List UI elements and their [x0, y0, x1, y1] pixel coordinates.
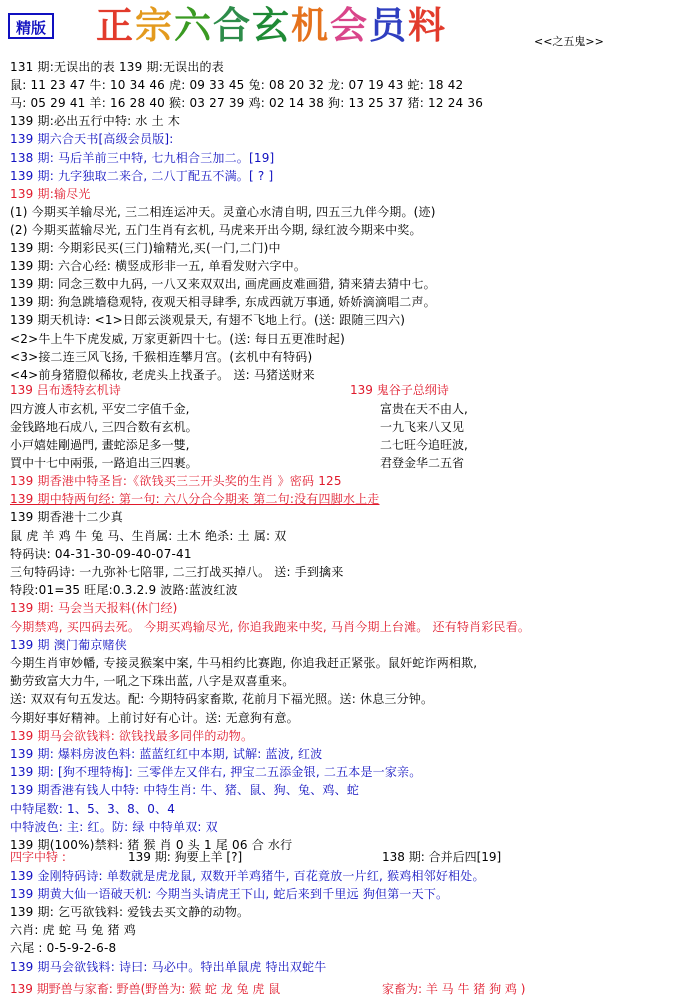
four-char-138: 138 期: 合并后四[19] [382, 850, 502, 864]
poem-right-title: 139 鬼谷子总纲诗 [350, 383, 449, 397]
text-line: 139 期: 六合心经: 横竖成形非一五, 单看发财六字中。 [10, 259, 307, 274]
title-char: 机 [291, 4, 330, 47]
text-line: 139 期 澳门葡京赌侠 [10, 637, 127, 652]
poem-left-line: 買中十七中兩張, 一路追出三四裹。 [10, 456, 198, 470]
title-char: 料 [408, 4, 447, 47]
text-line: 139 期: 九字独取二来合, 二八丁配五不满。[ ? ] [10, 168, 274, 183]
title-char: 宗 [135, 4, 174, 47]
text-line: 鼠 虎 羊 鸡 牛 兔 马、生肖属: 土木 绝杀: 土 属: 双 [10, 528, 287, 543]
poem-row [10, 454, 465, 473]
four-char-row [10, 848, 502, 867]
text-line: 139 期(100%)禁料: 猪 猴 肖 0 头 1 尾 06 合 水行 [10, 838, 293, 852]
poem-row [10, 418, 465, 437]
text-line: 勤劳致富大力牛, 一吼之下珠出蓝, 八字是双喜重来。 [10, 674, 295, 689]
text-line: 今期禁鸡, 买四码去死。 今期买鸡输尽光, 你追我跑来中奖, 马肖今期上台滩。 还有特肖彩民看。 [10, 619, 531, 634]
text-line: 六尾 : 0-5-9-2-6-8 [10, 941, 117, 956]
text-line: 139 期香港有钱人中特: 中特生肖: 牛、猪、鼠、狗、兔、鸡、蛇 [10, 783, 360, 798]
poem-left-line: 小戸嬉娃剛過門, 畫蛇添足多一雙, [10, 438, 190, 452]
text-line: 六肖: 虎 蛇 马 兔 猪 鸡 [10, 923, 136, 938]
author-tag: <<之五鬼>> [534, 35, 604, 48]
text-line: 送: 双双有句五发达。配: 今期特码家畜欺, 花前月下福光照。送: 休息三分钟。 [10, 692, 434, 707]
text-line: 马: 05 29 41 羊: 16 28 40 猴: 03 27 39 鸡: 02 14 38 狗: 13 25 37 猪: 12 24 36 [10, 96, 484, 111]
poem-right-line: 富贵在天不由人, [380, 402, 468, 416]
title-char: 六 [174, 4, 213, 47]
text-line: 139 金刚特码诗: 单数就是虎龙鼠, 双数开羊鸡猪牛, 百花竟放一片红, 猴鸡相邻好相处。 [10, 869, 485, 883]
text-line: 139 期: 爆料房波色料: 蓝蓝红红中本期, 试解: 蓝波, 红波 [10, 747, 323, 761]
text-line: 三句特码诗: 一九弥补七陪罪, 二三打战买掉八。 送: 手到擒来 [10, 565, 344, 579]
edition-badge: 精版 [8, 13, 54, 39]
title-char: 玄 [252, 4, 291, 47]
four-char-139: 139 期: 狗要上羊 [?] [128, 850, 243, 864]
text-line: 139 期:必出五行中特: 水 土 木 [10, 114, 181, 129]
beasts-domestic: 家畜为: 羊 马 牛 猪 狗 鸡 ) [382, 982, 526, 996]
text-line: 139 期: 乞丐欲钱料: 爱钱去买文静的动物。 [10, 905, 250, 920]
text-line: 今期好事好精神。上前讨好有心计。送: 无意狗有意。 [10, 710, 299, 725]
title-char: 会 [330, 4, 369, 47]
text-line: (2) 今期买蓝输尽光, 五门生肖有玄机, 马虎来开出今期, 绿红波今期来中奖。 [10, 222, 422, 237]
text-line: 139 期: 马会当天报料(休门经) [10, 601, 178, 616]
poem-left-line: 四方渡人市玄机, 平安二字值千金, [10, 402, 190, 416]
poem-left-line: 金钱路地石成八, 三四合数有玄机。 [10, 420, 198, 434]
title-char: 员 [369, 4, 408, 47]
text-line: (1) 今期买羊输尽光, 三二相连运冲天。灵童心水清自明, 四五三九伴今期。(迹) [10, 204, 436, 219]
poem-right-line: 一九飞来八又见 [380, 420, 465, 434]
text-line: 特码诀: 04-31-30-09-40-07-41 [10, 546, 192, 561]
text-line: <2>牛上牛下虎发威, 万家更新四十七。(送: 每日五更准时起) [10, 331, 345, 346]
text-line: <4>前身猪膯似稀妆, 老虎头上找蚤子。 送: 马猪送财来 [10, 367, 315, 382]
text-line: 139 期马会欲钱料: 欲钱找最多同伴的动物。 [10, 728, 254, 743]
text-line: 139 期马会欲钱料: 诗曰: 马必中。特出单鼠虎 特出双蛇牛 [10, 959, 327, 974]
text-line: 中特波色: 主: 红。防: 绿 中特单双: 双 [10, 819, 218, 834]
text-line: 中特尾数: 1、5、3、8、0、4 [10, 801, 176, 816]
text-line: 139 期: 同念三数中九码, 一八又来双双出, 画虎画皮难画猎, 猜来猜去猜中七。 [10, 277, 436, 292]
text-line: 139 期:输尽光 [10, 186, 91, 201]
four-char-label: 四字中特 : [10, 850, 66, 864]
poem-right-line: 君登金华二五省 [380, 456, 465, 470]
title-char: 正 [96, 4, 135, 47]
page-title [96, 0, 447, 52]
text-line: 139 期: [狗不理特梅]: 三零伴左又伴右, 押宝二五添金银, 二五本是一家亲。 [10, 765, 422, 780]
text-line: 今期生肖审妙幡, 专接灵猴案中案, 牛马相约比赛跑, 你追我赶正紧张。鼠奸蛇诈两相欺, [10, 656, 478, 670]
text-line: 139 期六合天书[高级会员版]: [10, 132, 174, 147]
poem-left-title: 139 吕布透特玄机诗 [10, 383, 121, 397]
text-line: 138 期: 马后羊前三中特, 七九相合三加二。[19] [10, 150, 275, 165]
text-line: 139 期香港中特圣旨:《欲钱买三三开头奖的生肖 》密码 125 [10, 474, 342, 488]
title-char: 合 [213, 4, 252, 47]
poem-titles [10, 381, 449, 400]
beasts-row [10, 980, 526, 999]
header [0, 0, 679, 56]
text-line: 139 期天机诗: <1>日郎云淡观景天, 有翅不飞地上行。(送: 跟随三四六) [10, 313, 406, 328]
text-line: 特段:01=35 旺尾:0.3.2.9 波路:蓝波红波 [10, 583, 238, 598]
text-line: 139 期中特两句经: 第一句: 六八分合今期来 第二句:没有四脚水上走 [10, 492, 380, 507]
poem-row [10, 400, 468, 419]
text-line: 139 期黄大仙一语破天机: 今期当头请虎王下山, 蛇后来到千里远 狗但第一天下。 [10, 887, 449, 902]
text-line: 131 期:无误出的表 139 期:无误出的表 [10, 60, 224, 74]
text-line: 139 期香港十二少真 [10, 510, 123, 525]
beasts-wild: 139 期野兽与家畜: 野兽(野兽为: 猴 蛇 龙 兔 虎 鼠 [10, 982, 281, 996]
poem-row [10, 436, 468, 455]
poem-right-line: 二七旺今追旺波, [380, 438, 468, 452]
text-line: <3>接二连三风飞扬, 千猴相连攀月宫。(玄机中有特码) [10, 349, 313, 364]
text-line: 139 期: 狗急跳墙稳观特, 夜观天相寻肆季, 东成西就万事通, 娇娇滴滴唱二声。 [10, 295, 436, 310]
text-line: 鼠: 11 23 47 牛: 10 34 46 虎: 09 33 45 兔: 08 20 32 龙: 07 19 43 蛇: 18 42 [10, 78, 464, 93]
text-line: 139 期: 今期彩民买(三门)输精光,买(一门,二门)中 [10, 241, 281, 255]
